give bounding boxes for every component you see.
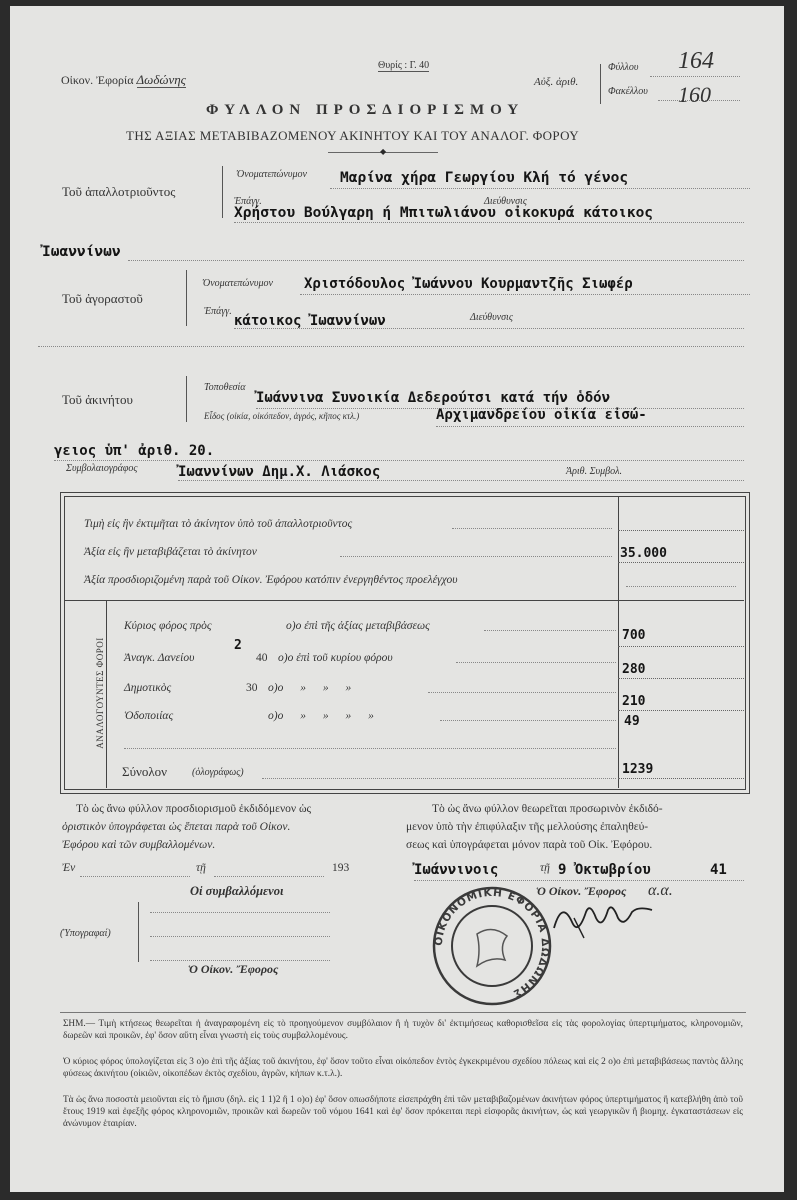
- value-row3-label: Ἀξία προσδιοριζομένη παρὰ τοῦ Οἰκον. Ἐφόρου κατόπιν ἐνεργηθέντος προελέγχου: [84, 574, 458, 586]
- taxes-side-label: ΑΝΑΛΟΓΟΥΝΤΕΣ ΦΟΡΟΙ: [95, 637, 105, 749]
- tax-rate-note: 2: [234, 638, 242, 653]
- year-label: 193: [332, 862, 350, 874]
- buyer-name-value: Χριστόδουλος Ἰωάννου Κουρμαντζῆς Σιωφέρ: [304, 276, 633, 292]
- contract-number-label: Ἀριθ. Συμβολ.: [566, 466, 622, 477]
- right-date-value: 9 Ὀκτωβρίου: [558, 862, 651, 878]
- folder-number: 160: [678, 82, 711, 107]
- official-signature-icon: [544, 890, 664, 950]
- value-row2-label: Ἀξία εἰς ἣν μεταβιβάζεται τὸ ἀκίνητον: [84, 546, 257, 558]
- place-label: Ἐν: [62, 862, 76, 874]
- total-words-label: (ὁλογράφως): [192, 767, 244, 778]
- seller-line2-value: Χρήστου Βούλγαρη ή Μπιτωλιάνου οἰκοκυρά κάτοικος: [234, 205, 654, 221]
- sheet-label: Φύλλου: [608, 62, 639, 73]
- buyer-address-label: Διεύθυνσις: [470, 312, 513, 323]
- contracting-parties-label: Οἱ συμβαλλόμενοι: [190, 884, 284, 898]
- left-note-line3: Ἐφόρου καὶ τῶν συμβαλλομένων.: [62, 839, 216, 851]
- property-type-label: Εἶδος (οἰκία, οἰκόπεδον, ἀγρός, κῆπος κτλ.): [204, 411, 360, 421]
- buyer-profession-label: Ἐπάγγ.: [204, 306, 232, 317]
- form-title: ΦΥΛΛΟΝ ΠΡΟΣΔΙΟΡΙΣΜΟΥ: [206, 102, 525, 118]
- property-section-label: Τοῦ ἀκινήτου: [62, 392, 133, 407]
- serial-brace: [600, 64, 601, 104]
- location-label: Τοποθεσία: [204, 382, 246, 393]
- buyer-name-label: Ὀνοματεπώνυμον: [202, 278, 273, 289]
- tax-row-value: 280: [622, 662, 646, 677]
- location-value: Ἰωάννινα Συνοικία Δεδερούτσι κατά τήν ὁδόν: [256, 390, 611, 406]
- total-value: 1239: [622, 762, 654, 777]
- form-subtitle: ΤΗΣ ΑΞΙΑΣ ΜΕΤΑΒΙΒΑΖΟΜΕΝΟΥ ΑΚΙΝΗΤΟΥ ΚΑΙ ΤΟΥ ΑΝΑΛΟΓ. ΦΟΡΟΥ: [126, 128, 579, 143]
- sheet-number: 164: [678, 48, 714, 74]
- seller-name-label: Ὀνοματεπώνυμον: [236, 169, 307, 180]
- office-stamp-icon: [422, 884, 562, 1008]
- left-official-label: Ὁ Οἰκον. Ἔφορος: [188, 962, 279, 976]
- tax-row-name: Κύριος φόρος πρὸς: [124, 620, 212, 632]
- left-note-line2: ὁριστικὸν ὑπογράφεται ὡς ἕπεται παρὰ τοῦ Οἰκον.: [62, 821, 291, 833]
- tax-row-desc: ο)ο » » » »: [268, 710, 374, 722]
- tax-row-name: Ἀναγκ. Δανείου: [124, 652, 195, 664]
- seller-line3-value: Ἰωαννίνων: [42, 244, 121, 260]
- tax-row-value: 700: [622, 628, 646, 643]
- value-row1-label: Τιμὴ εἰς ἣν ἐκτιμῆται τὸ ἀκίνητον ὑπὸ τοῦ ἀπαλλοτριοῦντος: [84, 518, 353, 530]
- seller-address-label: Διεύθυνσις: [484, 196, 527, 207]
- document-page: [10, 6, 784, 1192]
- folder-label: Φακέλλου: [608, 86, 648, 97]
- right-note-line3: σεως καὶ ὑπογράφεται μόνον παρὰ τοῦ Οἰκ. Ἐφόρου.: [406, 839, 653, 851]
- day-label: τῇ: [196, 862, 206, 874]
- seller-name-value: Μαρίνα χήρα Γεωργίου Κλή τό γένος: [340, 170, 629, 186]
- office-handwritten: Δωδώνης: [136, 72, 186, 87]
- tax-row-rate: 30: [246, 682, 258, 694]
- buyer-section-label: Τοῦ ἀγοραστοῦ: [62, 291, 143, 306]
- stamp-text: ΟΙΚΟΝΟΜΙΚΗ ΕΦΟΡΙΑ ΔΩΔΩΝΗΣ: [432, 886, 552, 1001]
- signature-label: (Ὑπογραφαί): [60, 928, 111, 939]
- serial-label: Αὐξ. ἀριθ.: [534, 76, 579, 88]
- right-year-value: 41: [710, 862, 727, 878]
- tax-row-value: 49: [624, 714, 640, 729]
- tax-row-desc: ο)ο » » »: [268, 682, 352, 694]
- seller-section-label: Τοῦ ἀπαλλοτριοῦντος: [62, 184, 176, 199]
- property-type-value: Αρχιμανδρείου οἰκία εἰσώ-: [436, 407, 647, 423]
- notary-value: Ἰωαννίνων Δημ.Χ. Λιάσκος: [178, 464, 381, 480]
- footnote-2: Ὁ κύριος φόρος ὑπολογίζεται εἰς 3 ο)ο ἐπὶ τῆς ἀξίας τοῦ ἀκινήτου, ἐφ' ὅσον τοῦτο εἶναι οἰκόπεδον ἐντὸς ἐγκεκριμένου σχεδίου πόλεως καὶ εἰς 2 ο)ο ἐπὶ μεταβιβάσεως παντὸς ἄλλης φύσεως ἀκινήτου (οἰκιῶν, οἰκοπέδων ἐκτὸς σχεδίου, ἀγρῶν, κήπων κ.τ.λ.).: [63, 1057, 743, 1079]
- office-label: Οἰκον. Ἐφορία Δωδώνης: [61, 72, 186, 87]
- right-date-prefix: τῇ: [540, 862, 550, 874]
- right-note-line2: μενον ὑπὸ τὴν ἐπιφύλαξιν τῆς μελλούσης ἐπαληθεύ-: [406, 821, 649, 833]
- value-row2-amount: 35.000: [620, 546, 667, 561]
- right-official-label: Ὁ Οἰκον. Ἔφορος: [536, 884, 627, 898]
- seller-profession-label: Ἐπάγγ.: [234, 196, 262, 207]
- right-place-value: Ἰωάννινοις: [414, 862, 499, 878]
- tax-row-desc: ο)ο ἐπὶ τῆς ἀξίας μεταβιβάσεως: [286, 620, 430, 632]
- notary-label: Συμβολαιογράφος: [66, 463, 138, 474]
- property-line3-value: γειος ὑπ' ἀριθ. 20.: [54, 443, 215, 459]
- right-official-note: α.α.: [648, 882, 673, 899]
- tax-row-rate: 40: [256, 652, 268, 664]
- title-ornament-icon: ◆: [380, 147, 387, 156]
- footnote-1: ΣΗΜ.— Τιμὴ κτήσεως θεωρεῖται ἡ ἀναγραφομένη εἰς τὸ προηγούμενον συμβόλαιον ἢ ἡ τυχὸν δι' ἐκτιμήσεως καθορισθεῖσα εἰς τὰς φορολογίας ὑπερτιμήματος, κληρονομιῶν, δωρεῶν καὶ προικῶν, ἐφ' ὅσον αὕτη εἶναι γνωστὴ εἰς τοὺς συμβαλλομένους.: [63, 1019, 743, 1041]
- form-code: Θυρίς : Γ. 40: [378, 60, 430, 71]
- tax-row-name: Ὁδοποιίας: [124, 710, 174, 722]
- tax-row-value: 210: [622, 694, 646, 709]
- left-note-line1: Τὸ ὡς ἄνω φύλλον προσδιορισμοῦ ἐκδιδόμενον ὡς: [76, 803, 312, 815]
- buyer-profession-value: κάτοικος Ἰωαννίνων: [234, 313, 386, 329]
- footnote-3: Τὰ ὡς ἄνω ποσοστὰ μειοῦνται εἰς τὸ ἥμισυ (δηλ. εἰς 1 1)2 ἢ 1 ο)ο) ἐφ' ὅσον οπωσδήποτε εἰσεπράχθη ἐπὶ τῶν μεταβιβαζομένων ἀκινήτων φόρος ὑπερτιμήματος ἢ κατεβλήθη ἀπὸ τοῦ ἔτους 1919 καὶ ἐφεξῆς φόρος κληρονομιῶν, προικῶν καὶ δωρεῶν τοῦ νόμου 1641 καὶ ἐφ' ὅσον πρόκειται περὶ εἰσφορᾶς ἀκινήτων, ὡς καὶ γεωργικῶν ἢ βιομηχ. ἐγκαταστάσεων εἰς ἀνώνυμον ἑταιρίαν.: [63, 1095, 743, 1129]
- right-note-line1: Τὸ ὡς ἄνω φύλλον θεωρεῖται προσωρινὸν ἐκδιδό-: [432, 803, 663, 815]
- total-label: Σύνολον: [122, 764, 168, 779]
- tax-row-name: Δημοτικὸς: [124, 682, 172, 694]
- tax-row-desc: ο)ο ἐπὶ τοῦ κυρίου φόρου: [278, 652, 393, 664]
